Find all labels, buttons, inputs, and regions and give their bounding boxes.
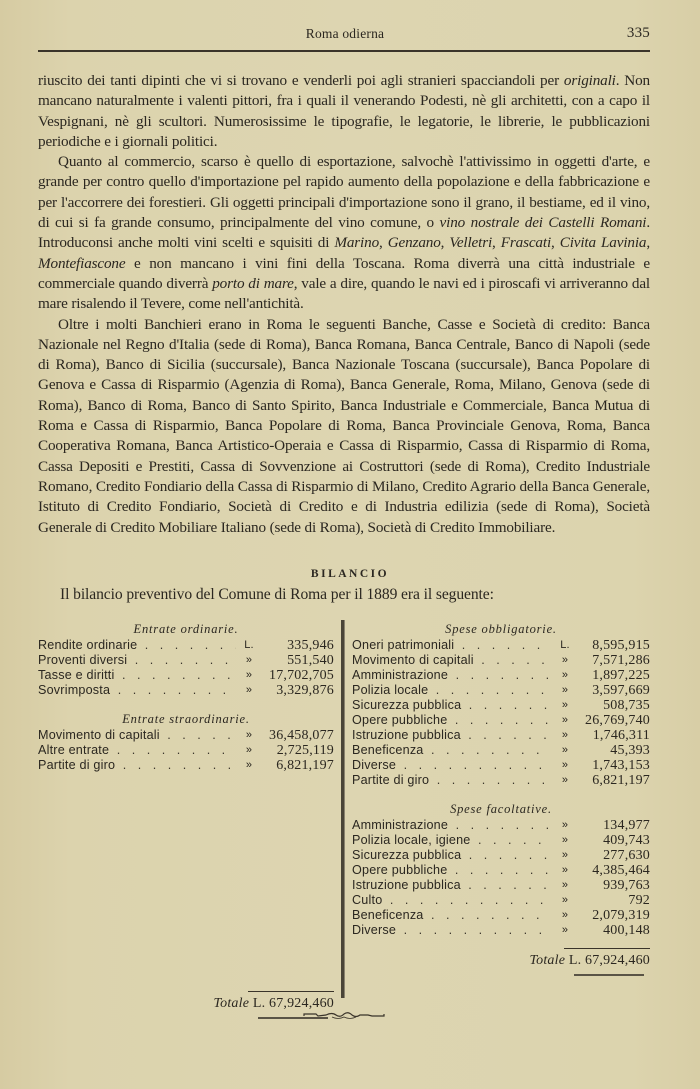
body-text [38,71,650,538]
row-value: 134,977 [603,818,650,833]
spese-obbligatorie-list [352,638,650,788]
row-value: 45,393 [610,743,650,758]
row-currency: » [245,684,253,696]
spese-obbligatorie-heading: Spese obbligatorie. [445,622,557,636]
entrate-column [38,620,334,1019]
row-label: Culto . . . [352,893,552,908]
row-value: 335,946 [287,638,334,653]
budget-row [352,908,650,923]
budget-row [352,698,650,713]
row-label: Beneficenza . . . [352,743,552,758]
row-currency: » [561,849,569,861]
row-value: 400,148 [603,923,650,938]
budget-row [352,923,650,938]
row-currency: » [561,699,569,711]
row-label: Polizia locale, igiene . . . [352,833,552,848]
row-currency: » [561,924,569,936]
row-label: Istruzione pubblica . . . [352,728,552,743]
row-value: 939,763 [603,878,650,893]
row-value: 17,702,705 [269,668,334,683]
paragraph-commerce: Quanto al commercio, scarso è quello di esportazione, salvochè l'attivissimo in oggetti d'arte, e grande per contro quello d'importazione pel rapido aumento della popolazione e della fabbricazione e per l'accorrere dei forestieri. Gli oggetti principali d'importazione sono il grano, il bestiame, ed il vino, di cui si fa grande consumo, principalmente del vino comune, o vino nostrale dei Castelli Romani. Introduconsi anche molti vini scelti e squisiti di Marino, Genzano, Velletri, Frascati, Civita Lavinia, Montefiascone e non mancano i vini fini della Toscana. Roma diverrà una città industriale e commerciale quando diverrà porto di mare, vale a dire, quando le navi ed i piroscafi vi arriveranno dal mare risalendo il Tevere, come nell'antichità. [38,153,651,313]
running-head [40,22,650,44]
row-value: 6,821,197 [592,773,650,788]
row-value: 7,571,286 [592,653,650,668]
budget-row [352,683,650,698]
section-title: BILANCIO [310,568,390,580]
budget-row [352,758,650,773]
spese-facoltative-heading: Spese facoltative. [450,802,552,816]
row-currency: » [561,759,569,771]
row-value: 2,725,119 [276,743,334,758]
budget-intro: Il bilancio preventivo del Comune di Roma per il 1889 era il seguente: [60,586,494,603]
row-value: 551,540 [287,653,334,668]
row-currency: » [561,654,569,666]
row-currency: » [245,744,253,756]
row-value: 409,743 [603,833,650,848]
page-number: 335 [626,25,650,41]
row-value: 3,329,876 [276,683,334,698]
row-value: 3,597,669 [592,683,650,698]
row-value: 1,897,225 [592,668,650,683]
row-label: Opere pubbliche . . . [352,713,552,728]
column-divider [341,620,345,998]
row-label: Sicurezza pubblica . . . [352,698,552,713]
row-label: Altre entrate . . . [38,743,236,758]
row-label: Opere pubbliche . . . [352,863,552,878]
total-currency: L. [252,996,266,1011]
row-label: Amministrazione . . . [352,668,552,683]
row-label: Sicurezza pubblica . . . [352,848,552,863]
row-label: Oneri patrimoniali . . . [352,638,552,653]
budget-row [352,728,650,743]
ornament-tailpiece-icon [302,1010,386,1022]
budget-row [352,773,650,788]
entrate-straordinarie-heading: Entrate straordinarie. [122,712,250,726]
spese-facoltative-list [352,818,650,938]
budget-row [38,728,334,743]
row-currency: » [245,669,253,681]
total-label: Totale [529,953,566,968]
row-currency: » [561,729,569,741]
row-label: Rendite ordinarie . . . [38,638,236,653]
row-value: 2,079,319 [592,908,650,923]
row-value: 508,735 [603,698,650,713]
paragraph-banks: Oltre i molti Banchieri erano in Roma le seguenti Banche, Casse e Società di credito: Banca Nazionale nel Regno d'Italia (sede di Roma), Banca Romana, Banca Centrale, Banco di Napoli (sede di Roma), Banco di Sicilia (succursale), Banca Nazionale Toscana (succursale), Banca Popolare di Genova e Cassa di Risparmio (Agenzia di Roma), Banca Generale, Roma, Milano, Genova (sede di Roma), Banco di Roma, Banco di Santo Spirito, Banca Industriale e Commerciale, Banca Mutua di Roma e Cassa di Risparmio, Banca Popolare di Roma, Banca Provinciale Genova, Roma, Banca Cooperativa Romana, Banca Artistico-Operaia e Cassa di Risparmio, Cassa di Risparmio di Roma, Cassa Depositi e Prestiti, Cassa di Sovvenzione ai Costruttori (sede di Roma), Credito Industriale Romano, Credito Fondiario della Cassa di Risparmio di Milano, Credito Agrario della Banca Generale, Istituto di Credito Fondiario, Società di Credito e di Industria edilizia (sede di Roma), Società Generale di Credito Mobiliare Italiano (sede di Roma), Società di Credito Immobiliare. [38,315,650,536]
row-label: Amministrazione . . . [352,818,552,833]
entrate-ordinarie-list [38,638,334,698]
running-title: Roma odierna [305,26,385,41]
row-label: Istruzione pubblica . . . [352,878,552,893]
budget-row [352,863,650,878]
budget-row [38,653,334,668]
row-currency: » [561,909,569,921]
row-currency: » [245,759,253,771]
row-label: Partite di giro . . . [352,773,552,788]
budget-row [352,878,650,893]
budget-row [38,743,334,758]
row-value: 36,458,077 [269,728,334,743]
row-value: 1,743,153 [592,758,650,773]
total-value: 67,924,460 [269,996,334,1011]
budget-row [352,848,650,863]
spese-column [352,620,650,976]
row-label: Diverse . . . [352,758,552,773]
row-label: Beneficenza . . . [352,908,552,923]
row-currency: » [561,774,569,786]
row-label: Proventi diversi . . . [38,653,236,668]
row-currency: » [245,729,253,741]
budget-row [352,638,650,653]
entrate-total [38,995,334,1013]
budget-row [38,638,334,653]
row-value: 1,746,311 [592,728,650,743]
entrate-ordinarie-heading: Entrate ordinarie. [133,622,239,636]
row-currency: L. [244,639,254,651]
row-currency: L. [560,639,570,651]
row-currency: » [561,684,569,696]
row-value: 26,769,740 [585,713,650,728]
budget-row [352,833,650,848]
total-rule [248,991,334,992]
budget-row [38,758,334,773]
row-currency: » [561,879,569,891]
row-currency: » [561,834,569,846]
row-currency: » [561,669,569,681]
row-value: 6,821,197 [276,758,334,773]
paragraph-arts: riuscito dei tanti dipinti che vi si trovano e venderli poi agli stranieri spacciandoli per originali. Non mancano naturalmente i valenti pittori, fra i quali il venerando Podesti, nè gli architetti, con a capo il Vespignani, nè gli scultori. Numerosissime le tipografie, le legatorie, le librerie, le pubblicazioni periodiche e i giornali politici. [38,72,651,150]
row-label: Diverse . . . [352,923,552,938]
row-label: Movimento di capitali . . . [352,653,552,668]
row-value: 8,595,915 [592,638,650,653]
row-value: 792 [628,893,650,908]
row-label: Tasse e diritti . . . [38,668,236,683]
budget-row [352,668,650,683]
header-rule [38,50,650,52]
total-label: Totale [213,996,250,1011]
row-label: Partite di giro . . . [38,758,236,773]
row-label: Polizia locale . . . [352,683,552,698]
budget-row [352,818,650,833]
row-label: Sovrimposta . . . [38,683,236,698]
row-value: 4,385,464 [592,863,650,878]
row-currency: » [245,654,253,666]
row-currency: » [561,894,569,906]
row-label: Movimento di capitali . . . [38,728,236,743]
budget-row [352,713,650,728]
total-value: 67,924,460 [585,953,650,968]
spese-total [352,952,650,970]
budget-row [352,893,650,908]
total-rule [564,948,650,949]
row-currency: » [561,864,569,876]
row-currency: » [561,819,569,831]
row-currency: » [561,714,569,726]
row-currency: » [561,744,569,756]
total-double-rule [574,974,644,976]
budget-row [38,683,334,698]
row-value: 277,630 [603,848,650,863]
budget-row [352,653,650,668]
entrate-straordinarie-list [38,728,334,773]
budget-row [38,668,334,683]
total-currency: L. [568,953,582,968]
budget-row [352,743,650,758]
